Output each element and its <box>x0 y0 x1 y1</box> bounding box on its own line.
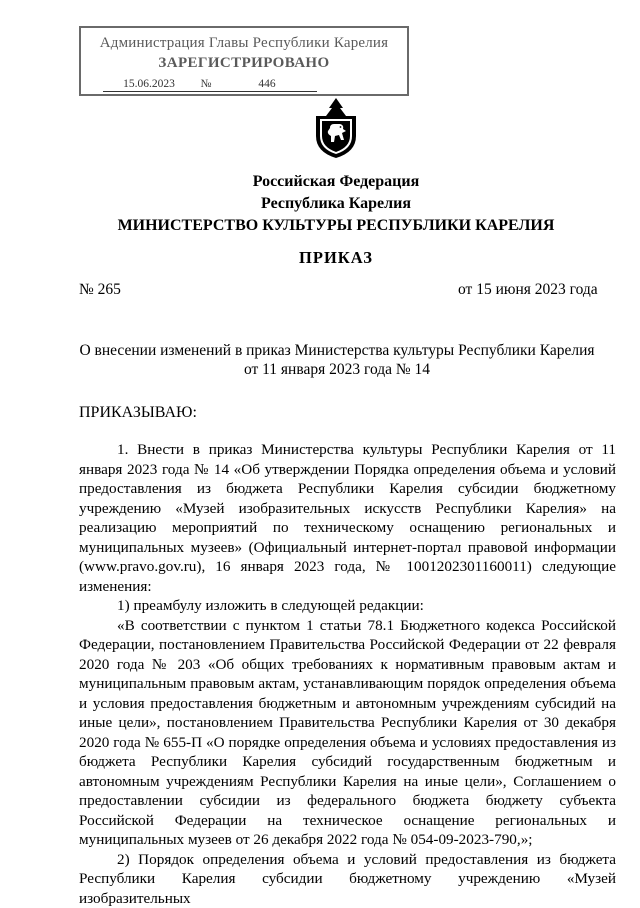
document-number: № 265 <box>79 281 121 299</box>
ministry-heading: МИНИСТЕРСТВО КУЛЬТУРЫ РЕСПУБЛИКИ КАРЕЛИЯ <box>0 217 640 235</box>
subject-line-1: О внесении изменений в приказ Министерства культуры Республики Карелия <box>79 341 595 360</box>
subject-line-2: от 11 января 2023 года № 14 <box>79 360 595 379</box>
stamp-registration-line <box>103 78 317 92</box>
document-date: от 15 июня 2023 года <box>458 281 598 299</box>
paragraph-3: «В соответствии с пунктом 1 статьи 78.1 Бюджетного кодекса Российской Федерации, постановлением Правительства Российской Федерации от 22 февраля 2020 года № 203 «Об общих требованиях к нормативным правовым актам и муниципальным правовым актам, устанавливающим порядок определения объема и условия предоставления бюджетным и автономным учреждениям субсидий на иные цели», постановлением Правительства Республики Карелия от 30 декабря 2020 года № 655-П «О порядке определения объема и условиях предоставления из бюджета Республики Карелия субсидий государственным бюджетным и автономным учреждениям Республики Карелия на иные цели», Соглашением о предоставлении субсидии из федерального бюджета бюджету субъекта Российской Федерации на техническое оснащение региональных и муниципальных музеев от 26 декабря 2022 года № 054-09-2023-790,»; <box>79 616 616 850</box>
registration-stamp <box>79 26 409 96</box>
stamp-registered-label: ЗАРЕГИСТРИРОВАНО <box>81 55 407 72</box>
paragraph-4: 2) Порядок определения объема и условий предоставления из бюджета Республики Карелия субсидии бюджетному учреждению «Музей изобразительных <box>79 850 616 908</box>
stamp-number: 446 <box>217 78 317 92</box>
stamp-organization: Администрация Главы Республики Карелия <box>81 35 407 52</box>
paragraph-1: 1. Внести в приказ Министерства культуры Республики Карелия от 11 января 2023 года № 14 «Об утверждении Порядка определения объема и условий предоставления из бюджета Республики Карелия субсидии бюджетному учреждению «Музей изобразительных искусств Республики Карелия» на реализацию мероприятий по техническому оснащению региональных и муниципальных музеев» (Официальный интернет-портал правовой информации (www.pravo.gov.ru), 16 января 2023 года, № 1001202301160011) следующие изменения: <box>79 440 616 596</box>
order-word: ПРИКАЗЫВАЮ: <box>79 404 197 422</box>
paragraph-2: 1) преамбулу изложить в следующей редакции: <box>79 596 616 616</box>
document-body <box>79 440 616 908</box>
country-heading: Российская Федерация <box>0 173 640 191</box>
stamp-date: 15.06.2023 <box>103 78 195 92</box>
republic-heading: Республика Карелия <box>0 195 640 213</box>
document-type-title: ПРИКАЗ <box>0 248 640 268</box>
stamp-number-sign: № <box>195 78 217 92</box>
karelia-coat-of-arms-emblem <box>313 98 359 158</box>
